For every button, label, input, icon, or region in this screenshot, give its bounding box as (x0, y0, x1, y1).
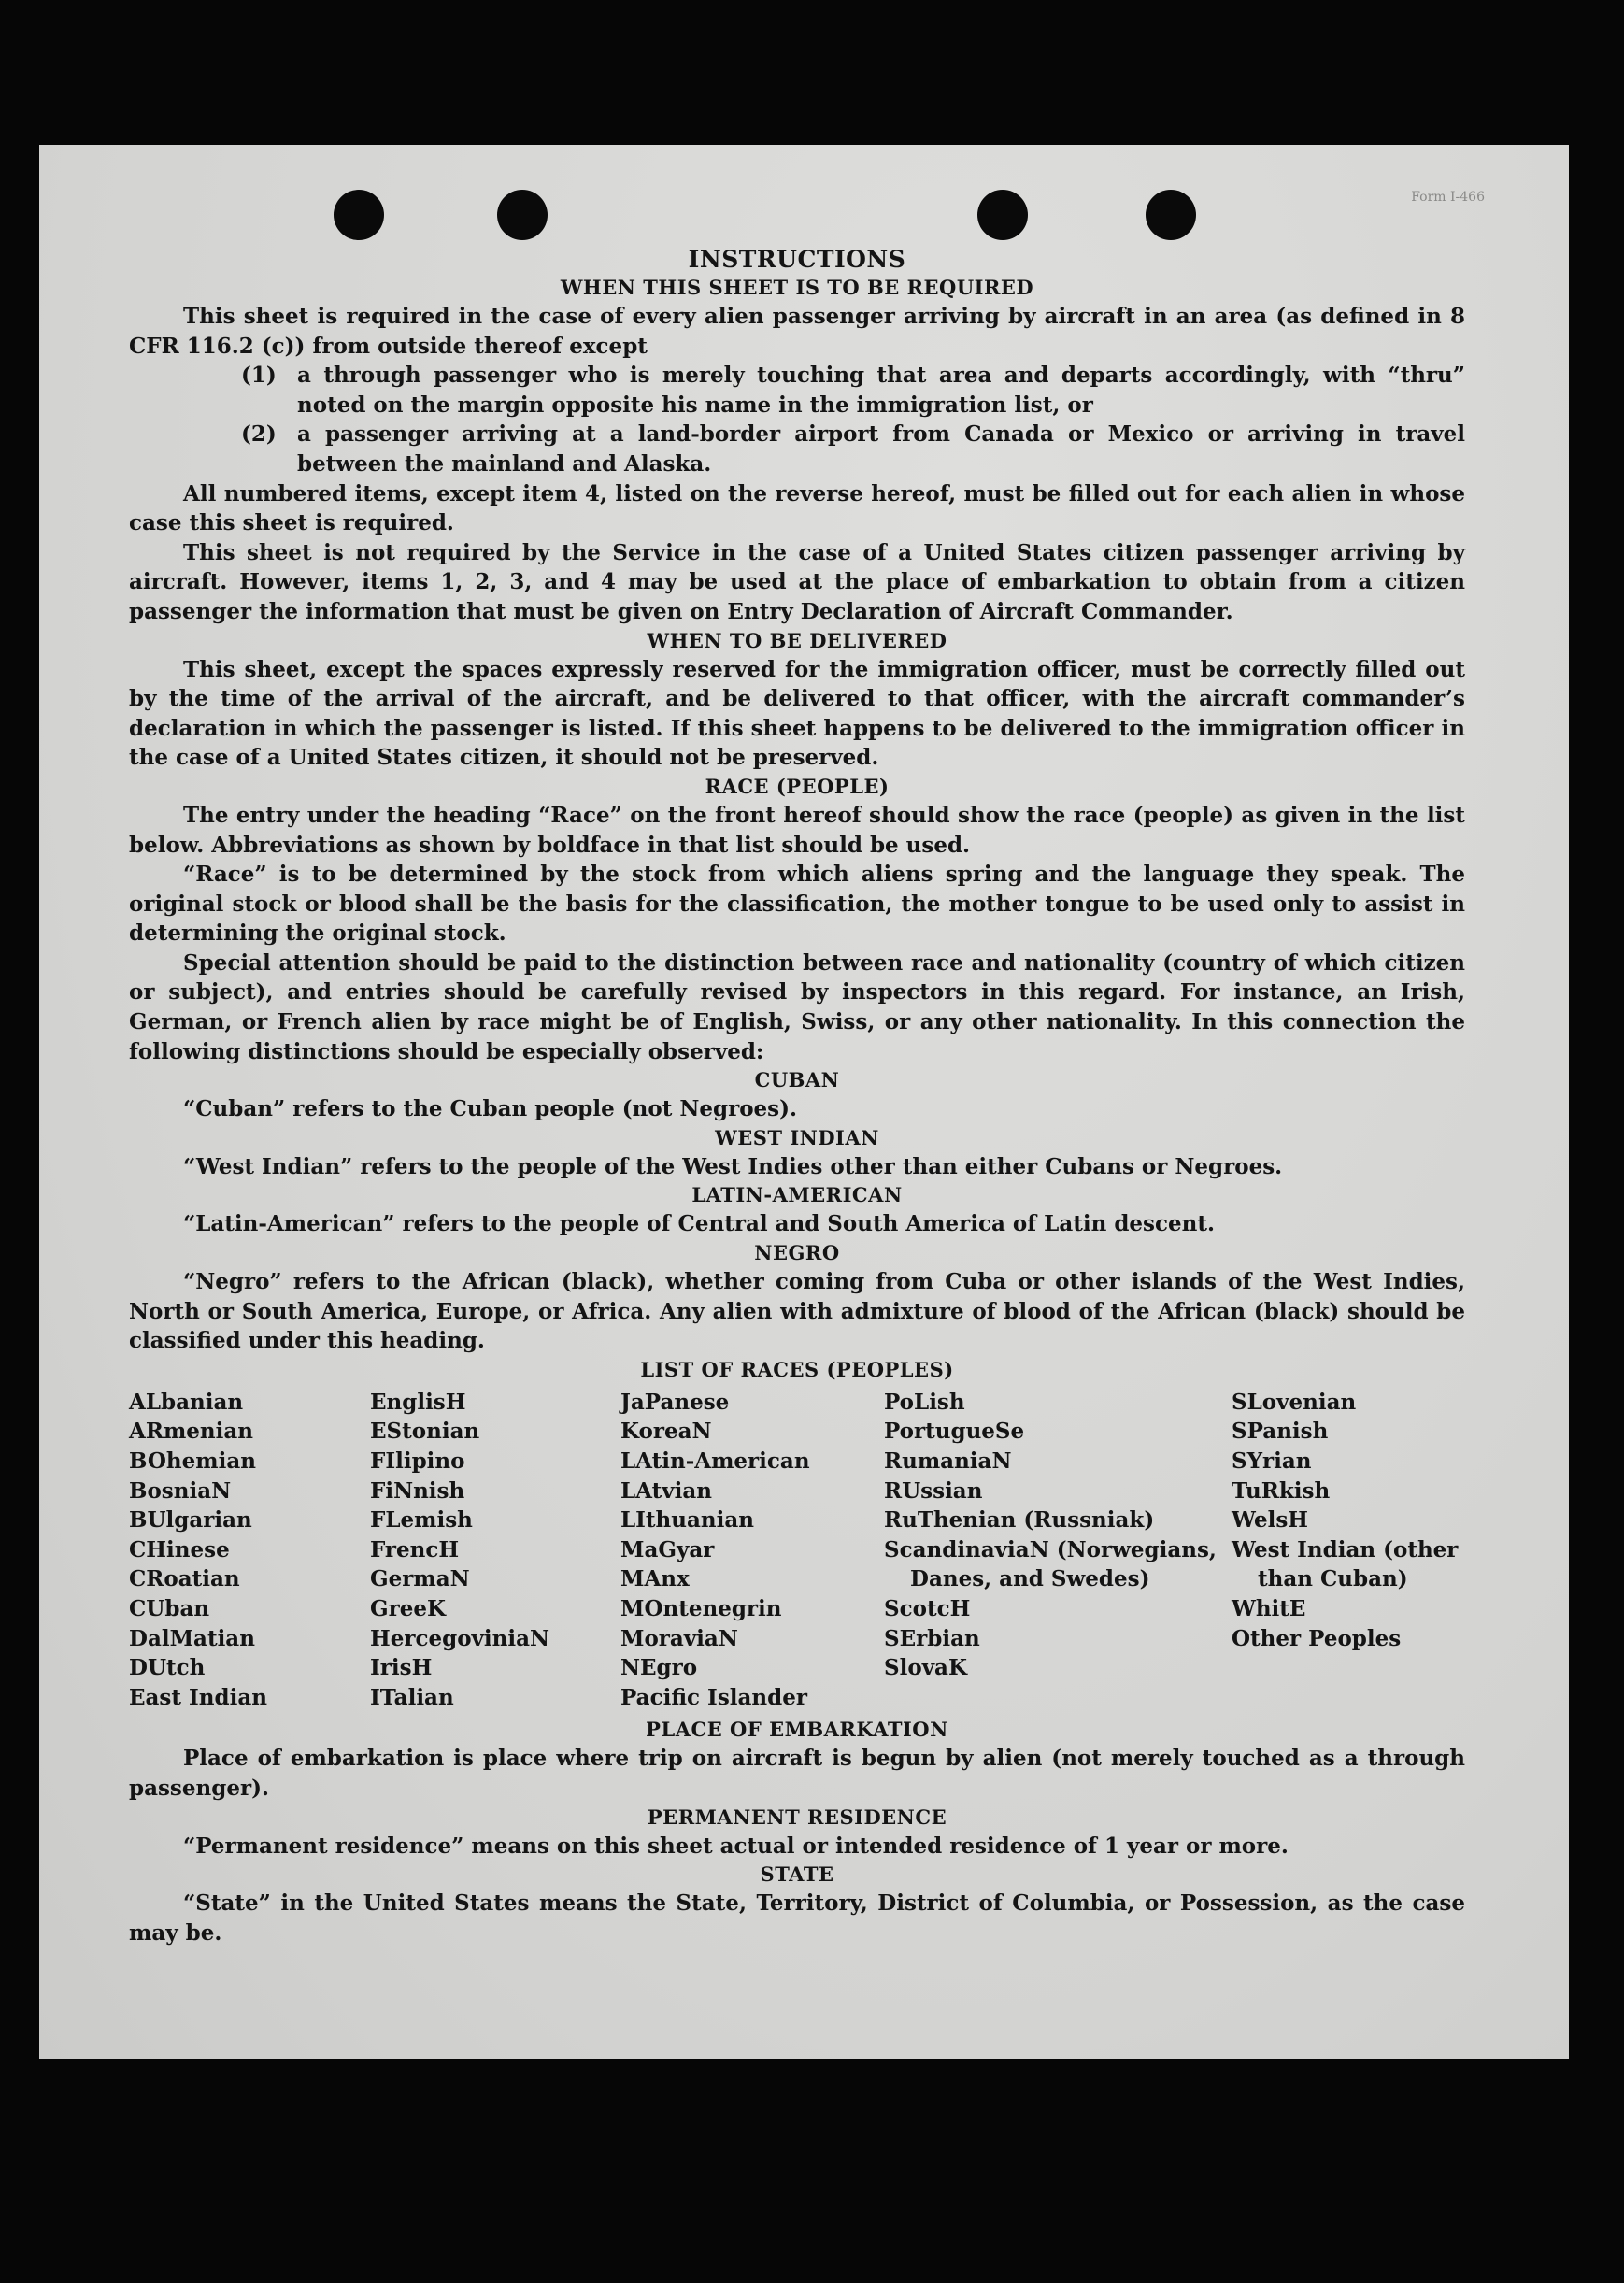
section-heading-races-list: LIST OF RACES (PEOPLES) (640, 1357, 954, 1381)
race-entry: LAtvian (620, 1477, 712, 1504)
race-entry: Other Peoples (1232, 1625, 1402, 1651)
residence-text: “Permanent residence” means on this sheet actual or intended residence of 1 year or more. (183, 1833, 1289, 1859)
race-entry: JaPanese (620, 1389, 730, 1415)
race-entry: EStonian (370, 1419, 480, 1445)
negro-text: “Negro” refers to the African (black), whether coming from Cuba or other islands of the West Indies, North or South America, Europe, or Africa. Any alien with admixture of blood of the African (black) should be classified under this heading. (129, 1269, 1465, 1354)
race-entry: ScandinaviaN (Norwegians, Danes, and Swedes) (884, 1536, 1217, 1592)
section-heading-race: RACE (PEOPLE) (705, 774, 890, 798)
cuban-text: “Cuban” refers to the Cuban people (not Negroes). (183, 1096, 798, 1122)
race-entry: CUban (129, 1595, 210, 1621)
section-heading-residence: PERMANENT RESIDENCE (647, 1805, 947, 1829)
race-entry: PoLish (884, 1389, 965, 1415)
race-entry: BosniaN (129, 1477, 232, 1504)
race-entry: SlovaK (884, 1655, 967, 1681)
race-entry: SYrian (1232, 1448, 1312, 1474)
section-heading-cuban: CUBAN (754, 1068, 840, 1092)
race-entry: WelsH (1232, 1507, 1309, 1534)
race-paragraph-2: “Race” is to be determined by the stock from which aliens spring and the language they speak. The original stock or blood shall be the basis for the classification, the mother tongue to be used only to assist in determining the original stock. (129, 862, 1465, 947)
west-indian-text: “West Indian” refers to the people of the West Indies other than either Cubans or Negroes. (183, 1153, 1283, 1179)
race-entry: MOntenegrin (620, 1595, 782, 1621)
instructions-content (129, 246, 1465, 1948)
race-entry: RuThenian (Russniak) (884, 1507, 1155, 1534)
section-heading-when-delivered: WHEN TO BE DELIVERED (647, 628, 947, 652)
page-title: INSTRUCTIONS (688, 246, 906, 273)
punch-hole (977, 190, 1028, 240)
form-number: Form I-466 (1411, 190, 1485, 205)
race-entry: RumaniaN (884, 1448, 1012, 1474)
races-column-4 (884, 1388, 1232, 1713)
race-entry: ITalian (370, 1684, 454, 1710)
exception-number: (1) (241, 363, 277, 389)
races-column-1 (129, 1388, 370, 1713)
section-heading-latin-american: LATIN-AMERICAN (691, 1183, 903, 1207)
race-entry: TuRkish (1232, 1477, 1331, 1504)
race-entry: LAtin-American (620, 1448, 810, 1474)
exception-item (129, 361, 1465, 420)
section-heading-embarkation: PLACE OF EMBARKATION (646, 1718, 948, 1742)
when-delivered-text: This sheet, except the spaces expressly reserved for the immigration officer, must be correctly filled out by the time of the arrival of the aircraft, and be delivered to that officer, with the aircraft commander’s declaration in which the passenger is listed. If this sheet happens to be delivered to the immigration officer in the case of a United States citizen, it should not be preserved. (129, 656, 1465, 771)
exception-list (129, 361, 1465, 478)
race-entry: WhitE (1232, 1595, 1306, 1621)
numbered-items-paragraph: All numbered items, except item 4, listed on the reverse hereof, must be filled out for each alien in whose case this sheet is required. (129, 480, 1465, 536)
race-entry: GermaN (370, 1566, 470, 1592)
punch-hole (334, 190, 384, 240)
race-entry: MAnx (620, 1566, 690, 1592)
embarkation-text: Place of embarkation is place where trip on aircraft is begun by alien (not merely touched as a through passenger). (129, 1746, 1465, 1801)
race-entry: DUtch (129, 1655, 206, 1681)
section-heading-negro: NEGRO (754, 1241, 840, 1265)
race-entry: MaGyar (620, 1536, 715, 1562)
race-entry: RUssian (884, 1477, 983, 1504)
race-entry: FiNnish (370, 1477, 465, 1504)
race-entry: FrencH (370, 1536, 460, 1562)
punch-hole (1146, 190, 1196, 240)
exception-text: a through passenger who is merely touching that area and departs accordingly, with “thru” noted on the margin opposite his name in the immigration list, or (297, 363, 1465, 418)
race-entry: KoreaN (620, 1419, 712, 1445)
race-paragraph-3: Special attention should be paid to the distinction between race and nationality (country of which citizen or subject), and entries should be carefully revised by inspectors in this regard. For instance, an Irish, German, or French alien by race might be of English, Swiss, or any other nationality. In this connection the following distinctions should be especially observed: (129, 949, 1465, 1064)
race-entry: CRoatian (129, 1566, 240, 1592)
races-list (129, 1388, 1465, 1713)
race-entry: ALbanian (129, 1389, 244, 1415)
races-column-5 (1232, 1388, 1465, 1713)
exception-item (129, 420, 1465, 478)
race-entry: BUlgarian (129, 1507, 252, 1534)
section-heading-west-indian: WEST INDIAN (715, 1125, 879, 1149)
race-entry: SLovenian (1232, 1389, 1357, 1415)
exception-text: a passenger arriving at a land-border airport from Canada or Mexico or arriving in travel between the mainland and Alaska. (297, 421, 1465, 477)
race-entry: HercegoviniaN (370, 1625, 550, 1651)
section-heading-state: STATE (760, 1862, 834, 1887)
race-entry: FIlipino (370, 1448, 465, 1474)
document-sheet (39, 145, 1569, 2059)
race-entry: SErbian (884, 1625, 980, 1651)
races-column-2 (370, 1388, 620, 1713)
race-entry: ARmenian (129, 1419, 254, 1445)
race-entry: EnglisH (370, 1389, 466, 1415)
exception-number: (2) (241, 421, 277, 448)
latin-american-text: “Latin-American” refers to the people of Central and South America of Latin descent. (183, 1211, 1215, 1237)
race-entry: DalMatian (129, 1625, 255, 1651)
race-entry: BOhemian (129, 1448, 256, 1474)
race-entry: SPanish (1232, 1419, 1329, 1445)
race-entry: East Indian (129, 1684, 267, 1710)
section-heading-when-required: WHEN THIS SHEET IS TO BE REQUIRED (560, 276, 1034, 299)
race-entry: NEgro (620, 1655, 698, 1681)
when-required-intro: This sheet is required in the case of every alien passenger arriving by aircraft in an area (as defined in 8 CFR 116.2 (c)) from outside thereof except (129, 304, 1465, 359)
race-entry: PortugueSe (884, 1419, 1025, 1445)
race-entry: FLemish (370, 1507, 473, 1534)
races-column-3 (620, 1388, 884, 1713)
race-entry: ScotcH (884, 1595, 971, 1621)
race-entry: GreeK (370, 1595, 447, 1621)
race-entry: IrisH (370, 1655, 433, 1681)
race-paragraph-1: The entry under the heading “Race” on the front hereof should show the race (people) as given in the list below. Abbreviations as shown by boldface in that list should be used. (129, 802, 1465, 858)
state-text: “State” in the United States means the State, Territory, District of Columbia, or Possession, as the case may be. (129, 1891, 1465, 1946)
race-entry: West Indian (other than Cuban) (1232, 1536, 1459, 1592)
race-entry: Pacific Islander (620, 1684, 807, 1710)
race-entry: MoraviaN (620, 1625, 738, 1651)
punch-hole (497, 190, 548, 240)
race-entry: CHinese (129, 1536, 230, 1562)
citizen-paragraph: This sheet is not required by the Service in the case of a United States citizen passenger arriving by aircraft. However, items 1, 2, 3, and 4 may be used at the place of embarkation to obtain from a citizen passenger the information that must be given on Entry Declaration of Aircraft Commander. (129, 539, 1465, 624)
race-entry: LIthuanian (620, 1507, 754, 1534)
